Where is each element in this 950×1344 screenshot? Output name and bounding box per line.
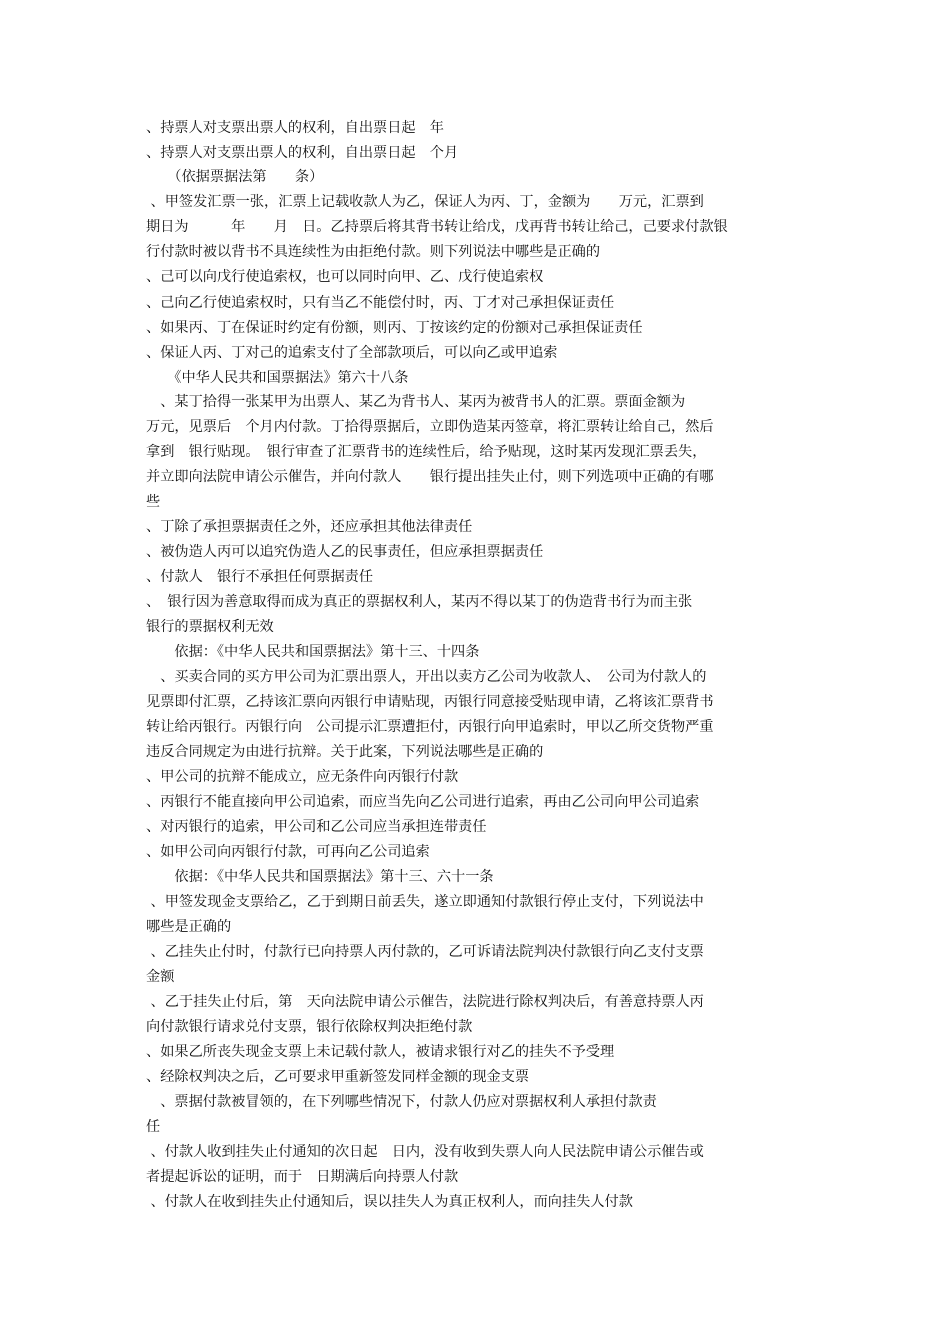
text-line: 、丁除了承担票据责任之外，还应承担其他法律责任 [146, 519, 473, 535]
text-line: 、付款人在收到挂失止付通知后，误以挂失人为真正权利人，而向挂失人付款 [146, 1194, 633, 1210]
text-line: 违反合同规定为由进行抗辩。关于此案，下列说法哪些是正确的 [146, 744, 544, 760]
text-line: 、乙挂失止付时，付款行已向持票人丙付款的，乙可诉请法院判决付款银行向乙支付支票 [146, 944, 704, 960]
text-line: 、 银行因为善意取得而成为真正的票据权利人，某丙不得以某丁的伪造背书行为而主张 [146, 594, 693, 610]
text-line: 银行的票据权利无效 [146, 619, 274, 635]
text-line: 哪些是正确的 [146, 919, 232, 935]
text-line: 任 [146, 1119, 161, 1135]
text-line: 金额 [146, 969, 175, 985]
text-line: （依据票据法第 条） [146, 169, 324, 185]
text-line: 、乙于挂失止付后，第 天向法院申请公示催告，法院进行除权判决后，有善意持票人丙 [146, 994, 704, 1010]
text-line: 、票据付款被冒领的，在下列哪些情况下，付款人仍应对票据权利人承担付款责 [146, 1094, 657, 1110]
text-line: 、某丁拾得一张某甲为出票人、某乙为背书人、某丙为被背书人的汇票。票面金额为 [146, 394, 686, 410]
text-line: 、丙银行不能直接向甲公司追索，而应当先向乙公司进行追索，再由乙公司向甲公司追索 [146, 794, 700, 810]
text-line: 、保证人丙、丁对己的追索支付了全部款项后，可以向乙或甲追索 [146, 345, 558, 361]
text-line: 行付款时被以背书不具连续性为由拒绝付款。则下列说法中哪些是正确的 [146, 244, 601, 260]
text-line: 依据：《中华人民共和国票据法》第十三、十四条 [146, 644, 480, 660]
text-line: 万元，见票后 个月内付款。丁拾得票据后，立即伪造某丙签章，将汇票转让给自己，然后 [146, 419, 714, 435]
text-line: 、持票人对支票出票人的权利，自出票日起 个月 [146, 145, 459, 161]
text-line: 见票即付汇票，乙持该汇票向丙银行申请贴现，丙银行同意接受贴现申请，乙将该汇票背书 [146, 694, 714, 710]
text-line: 、如甲公司向丙银行付款，可再向乙公司追索 [146, 844, 430, 860]
text-line: 者提起诉讼的证明，而于 日期满后向持票人付款 [146, 1169, 459, 1185]
text-line: 、如果乙所丧失现金支票上未记载付款人，被请求银行对乙的挂失不予受理 [146, 1044, 615, 1060]
text-line: 、付款人 银行不承担任何票据责任 [146, 569, 374, 585]
text-line: 《中华人民共和国票据法》第六十八条 [146, 370, 409, 386]
text-line: 期日为 年 月 日。乙持票后将其背书转让给戊，戊再背书转让给己，己要求付款银 [146, 219, 728, 235]
text-line: 、甲公司的抗辩不能成立，应无条件向丙银行付款 [146, 769, 459, 785]
text-line: 、甲签发汇票一张，汇票上记载收款人为乙，保证人为丙、丁，金额为 万元，汇票到 [146, 194, 704, 210]
text-line: 、付款人收到挂失止付通知的次日起 日内，没有收到失票人向人民法院申请公示催告或 [146, 1144, 704, 1160]
text-line: 依据：《中华人民共和国票据法》第十三、六十一条 [146, 869, 494, 885]
text-line: 、如果丙、丁在保证时约定有份额，则丙、丁按该约定的份额对己承担保证责任 [146, 320, 643, 336]
text-line: 、甲签发现金支票给乙，乙于到期日前丢失，遂立即通知付款银行停止支付，下列说法中 [146, 894, 704, 910]
text-line: 、持票人对支票出票人的权利，自出票日起 年 [146, 120, 444, 136]
text-line: 拿到 银行贴现。 银行审查了汇票背书的连续性后，给予贴现，这时某丙发现汇票丢失， [146, 444, 707, 460]
text-line: 向付款银行请求兑付支票，银行依除权判决拒绝付款 [146, 1019, 473, 1035]
text-line: 转让给丙银行。丙银行向 公司提示汇票遭拒付，丙银行向甲追索时，甲以乙所交货物严重 [146, 719, 714, 735]
text-line: 、对丙银行的追索，甲公司和乙公司应当承担连带责任 [146, 819, 487, 835]
text-line: 些 [146, 494, 161, 510]
text-line: 、被伪造人丙可以追究伪造人乙的民事责任，但应承担票据责任 [146, 544, 544, 560]
text-line: 并立即向法院申请公示催告，并向付款人 银行提出挂失止付，则下列选项中正确的有哪 [146, 469, 714, 485]
text-line: 、买卖合同的买方甲公司为汇票出票人，开出以卖方乙公司为收款人、 公司为付款人的 [146, 669, 707, 685]
text-line: 、经除权判决之后，乙可要求甲重新签发同样金额的现金支票 [146, 1069, 530, 1085]
text-line: 、己向乙行使追索权时，只有当乙不能偿付时，丙、丁才对己承担保证责任 [146, 295, 615, 311]
text-line: 、己可以向戊行使追索权，也可以同时向甲、乙、戊行使追索权 [146, 269, 544, 285]
